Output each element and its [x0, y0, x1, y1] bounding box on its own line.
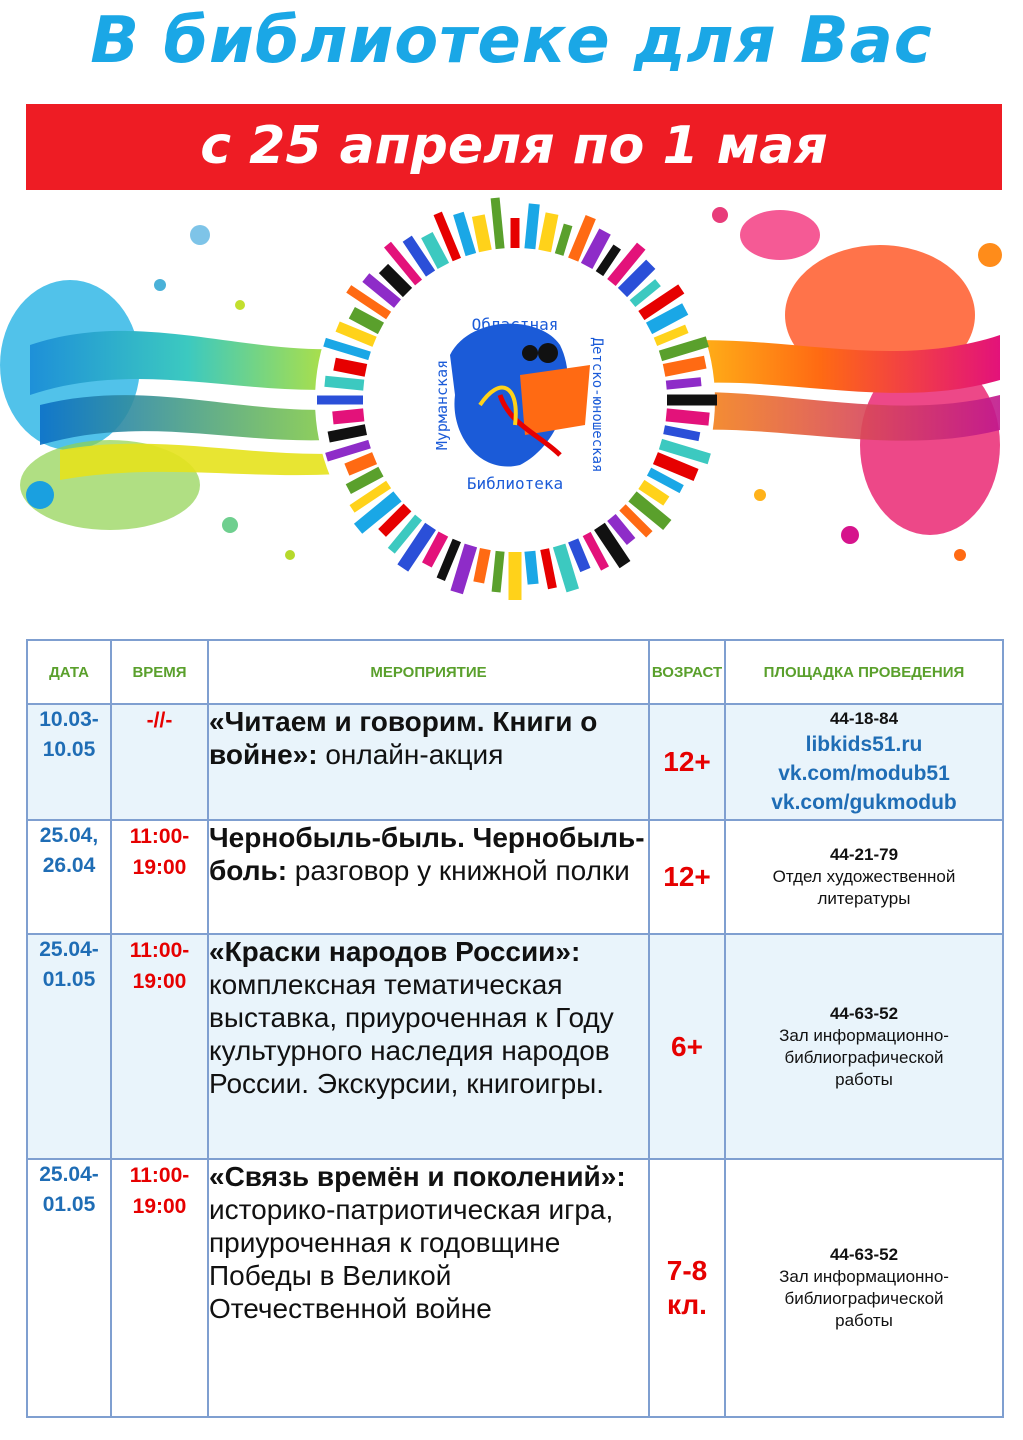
age-rating-line: 7-8	[666, 1255, 708, 1286]
venue-name-line: библиографической	[784, 1047, 944, 1067]
book-spine	[509, 552, 522, 600]
event-description	[208, 934, 649, 1159]
event-date-line: 25.04-	[39, 1163, 99, 1186]
date-range: с 25 апреля по 1 мая	[200, 116, 828, 176]
events-table	[26, 639, 1004, 1418]
event-venue	[725, 934, 1003, 1159]
event-time	[111, 1159, 208, 1417]
age-rating	[649, 704, 725, 820]
event-date-line: 01.05	[42, 1193, 96, 1216]
event-date-line: 26.04	[42, 854, 96, 877]
table-row	[27, 820, 1003, 934]
event-description	[208, 1159, 649, 1417]
logo-right-text: Детско-юношеская	[589, 337, 605, 473]
event-time-line: 11:00-	[129, 939, 190, 962]
event-time-line: 19:00	[132, 856, 187, 879]
event-venue	[725, 704, 1003, 820]
event-date	[27, 934, 111, 1159]
event-date-line: 25.04-	[39, 938, 99, 961]
column-header-venue: ПЛОЩАДКА ПРОВЕДЕНИЯ	[725, 640, 1003, 704]
age-rating-line: 6+	[671, 1030, 703, 1062]
event-date	[27, 1159, 111, 1417]
logo-bottom-text: Библиотека	[466, 474, 564, 493]
venue-link[interactable]: vk.com/gukmodub	[771, 790, 957, 814]
venue-name-line: Зал информационно-	[779, 1267, 949, 1286]
venue-phone: 44-63-52	[829, 1003, 899, 1023]
venue-name-line: библиографической	[784, 1289, 944, 1308]
column-header-time: ВРЕМЯ	[111, 640, 208, 704]
event-time	[111, 704, 208, 820]
event-title: «Краски народов России»:	[209, 936, 581, 967]
event-time-line: 19:00	[132, 1195, 187, 1218]
venue-name-line: Зал информационно-	[779, 1025, 949, 1045]
venue-name-line: литературы	[817, 889, 911, 908]
date-banner	[26, 104, 1002, 190]
event-title: «Читаем и говорим. Книги о войне»:	[209, 706, 598, 770]
age-rating-line: кл.	[667, 1289, 707, 1320]
venue-name-line: Отдел художественной	[772, 867, 956, 886]
age-rating-line: 12+	[663, 746, 711, 777]
event-time-line: 19:00	[132, 970, 187, 993]
event-date-line: 25.04,	[39, 824, 99, 847]
event-title: Чернобыль-быль. Чернобыль-боль:	[209, 822, 645, 886]
venue-link[interactable]: vk.com/modub51	[778, 761, 950, 785]
event-date-line: 01.05	[42, 968, 96, 991]
age-rating	[649, 1159, 725, 1417]
column-header-date: ДАТА	[27, 640, 111, 704]
event-date-line: 10.05	[42, 738, 96, 761]
table-row	[27, 934, 1003, 1159]
event-date	[27, 820, 111, 934]
event-venue	[725, 820, 1003, 934]
event-details: историко-патриотическая игра, приуроченная к годовщине Победы в Великой Отечественной войне	[209, 1194, 614, 1324]
venue-name-line: работы	[835, 1069, 893, 1089]
page-title: В библиотеке для Вас	[90, 4, 933, 78]
event-venue	[725, 1159, 1003, 1417]
book-spine	[317, 396, 363, 405]
venue-link[interactable]: libkids51.ru	[805, 732, 923, 756]
event-time	[111, 820, 208, 934]
event-date	[27, 704, 111, 820]
event-details: онлайн-акция	[317, 739, 504, 770]
table-header-row	[27, 640, 1003, 704]
venue-name-line: работы	[835, 1311, 893, 1330]
event-date-line: 10.03-	[39, 708, 99, 731]
age-rating	[649, 934, 725, 1159]
event-details: разговор у книжной полки	[287, 855, 630, 886]
event-time	[111, 934, 208, 1159]
venue-phone: 44-21-79	[829, 845, 899, 864]
event-description	[208, 820, 649, 934]
table-row	[27, 704, 1003, 820]
age-rating-line: 12+	[663, 861, 711, 892]
decorative-artwork	[0, 195, 1023, 630]
event-description	[208, 704, 649, 820]
book-spine	[511, 218, 520, 248]
venue-phone: 44-18-84	[829, 708, 899, 728]
book-spine	[667, 395, 717, 406]
logo-top-text: Областная	[471, 315, 559, 334]
event-details: комплексная тематическая выставка, приуроченная к Году культурного наследия народов России. Экскурсии, книгоигры.	[209, 969, 614, 1099]
logo-left-text: Мурманская	[433, 359, 451, 451]
venue-phone: 44-63-52	[829, 1245, 899, 1264]
event-time-line: -//-	[146, 709, 173, 732]
event-time-line: 11:00-	[129, 825, 190, 848]
column-header-event: МЕРОПРИЯТИЕ	[208, 640, 649, 704]
table-row	[27, 1159, 1003, 1417]
age-rating	[649, 820, 725, 934]
book-ring-logo	[315, 198, 717, 600]
event-title: «Связь времён и поколений»:	[209, 1161, 626, 1192]
event-time-line: 11:00-	[129, 1164, 190, 1187]
column-header-age: ВОЗРАСТ	[649, 640, 725, 704]
